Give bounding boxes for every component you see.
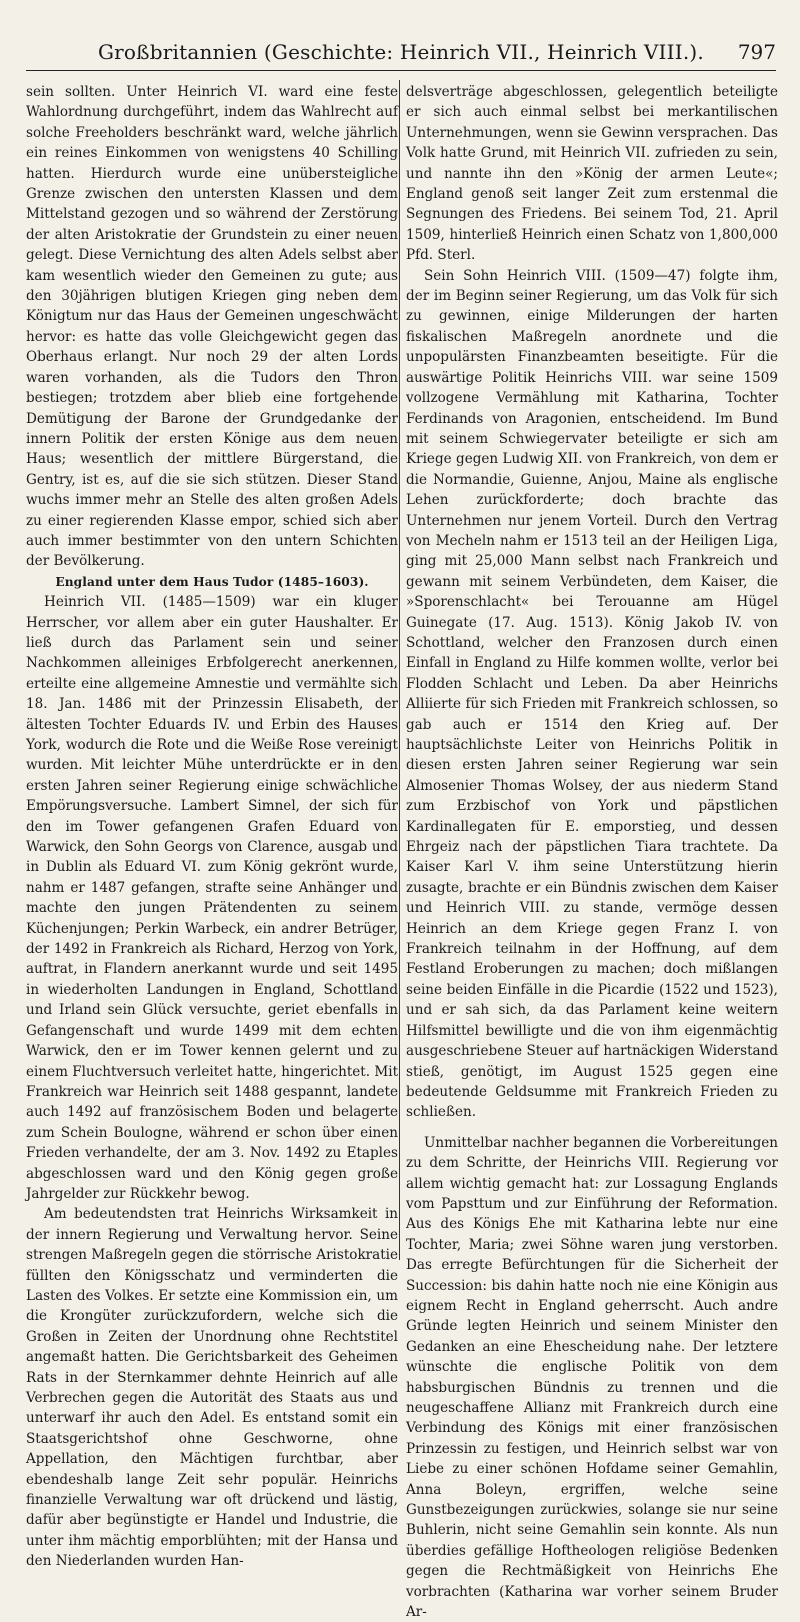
paragraph: Heinrich VII. (1485—1509) war ein kluger Herrscher, vor allem aber ein guter Haushalter. Er ließ durch das Parlament sein und seiner Nachkommen alleiniges Erbfolgerecht anerkennen, erteilte eine allgemeine Amnestie und vermählte sich 18. Jan. 1486 mit der Prinzessin Elisabeth, der ältesten Tochter Eduards IV. und Erbin des Hauses York, wodurch die Rote und die Weiße Rose vereinigt wurden. Mit leichter Mühe unterdrückte er in den ersten Jahren seiner Regierung einige schwächliche Empörungsversuche. Lambert Simnel, der sich für den im Tower gefangenen Grafen Eduard von Warwick, den Sohn Georgs von Clarence, ausgab und in Dublin als Eduard VI. zum König gekrönt wurde, nahm er 1487 gefangen, strafte seine Anhänger und machte den jungen Prätendenten zu seinem Küchenjungen; Perkin Warbeck, ein andrer Betrüger, der 1492 in Frankreich als Richard, Herzog von York, auftrat, in Flandern anerkannt wurde und seit 1495 in wiederholten Landungen in England, Schottland und Irland sein Glück versuchte, geriet ebenfalls in Gefangenschaft und wurde 1499 mit dem echten Warwick, den er im Tower kennen gelernt und zu einem Fluchtversuch verleitet hatte, hingerichtet. Mit Frankreich war Heinrich seit 1488 gespannt, landete auch 1492 auf französischem Boden und belagerte zum Schein Boulogne, während er schon über einen Frieden verhandelte, der am 3. Nov. 1492 zu Etaples abgeschlossen ward und den König gegen große Jahrgelder zur Rückkehr bewog. [26, 594, 399, 1202]
page-header [26, 38, 776, 71]
page-number: 797 [737, 40, 776, 64]
paragraph: delsverträge abgeschlossen, gelegentlich beteiligte er sich auch einmal selbst bei merkantilischen Unternehmungen, wenn sie Gewinn versprachen. Das Volk hatte Grund, mit Heinrich VII. zufrieden zu sein, und nannte ihn den »König der armen Leute«; England genoß seit langer Zeit zum erstenmal die Segnungen des Friedens. Bei seinem Tod, 21. April 1509, hinterließ Heinrich einen Schatz von 1,800,000 Pfd. Sterl. [406, 84, 778, 264]
paragraph: sein sollten. Unter Heinrich VI. ward eine feste Wahlordnung durchgeführt, indem das Wahlrecht auf solche Freeholders beschränkt ward, welche jährlich ein reines Einkommen von wenigstens 40 Schilling hatten. Hierdurch wurde eine unübersteigliche Grenze zwischen den untersten Klassen und dem Mittelstand gezogen und so während der Zerstörung der alten Aristokratie der Grundstein zu einer neuen gelegt. Diese Vernichtung des alten Adels selbst aber kam wesentlich wieder den Gemeinen zu gute; aus den 30jährigen blutigen Kriegen ging neben dem Königtum nur das Haus der Gemeinen ungeschwächt hervor: es hatte das volle Gleichgewicht gegen das Oberhaus erlangt. Nur noch 29 der alten Lords waren vorhanden, als die Tudors den Thron bestiegen; trotzdem aber blieb eine fortgehende Demütigung der Barone der Grundgedanke der innern Politik der ersten Könige aus dem neuen Haus; wesentlich der mittlere Bürgerstand, die Gentry, ist es, auf die sie sich stützen. Dieser Stand wuchs immer mehr an Stelle des alten großen Adels zu einer regierenden Klasse empor, schied sich aber auch immer bestimmter von den untern Schichten der Bevölkerung. [26, 84, 398, 570]
section-heading: England unter dem Haus Tudor (1485–1603). [55, 574, 369, 589]
running-title: Großbritannien (Geschichte: Heinrich VII., Heinrich VIII.). [98, 40, 704, 64]
right-column [406, 82, 778, 1622]
paragraph: Sein Sohn Heinrich VIII. (1509—47) folgte ihm, der im Beginn seiner Regierung, um das Volk für sich zu gewinnen, einige Milderungen der harten fiskalischen Maßregeln anordnete und die unpopulärsten Finanzbeamten beseitigte. Für die auswärtige Politik Heinrichs VIII. war seine 1509 vollzogene Vermählung mit Katharina, Tochter Ferdinands von Aragonien, entscheidend. Im Bund mit seinem Schwiegervater beteiligte er sich am Kriege gegen Ludwig XII. von Frankreich, von dem er die Normandie, Guienne, Anjou, Maine als englische Lehen zurückforderte; doch brachte das Unternehmen nur jenem Vorteil. Durch den Vertrag von Mecheln nahm er 1513 teil an der Heiligen Liga, ging mit 25,000 Mann selbst nach Frankreich und gewann mit seinem Verbündeten, dem Kaiser, die »Sporenschlacht« bei Terouanne am Hügel Guinegate (17. Aug. 1513). König Jakob IV. von Schottland, welcher den Franzosen durch einen Einfall in England zu Hilfe kommen wollte, verlor bei Flodden Schlacht und Leben. Da aber Heinrichs Alliierte für sich Frieden mit Frankreich schlossen, so gab auch er 1514 den Krieg auf. Der hauptsächlichste Leiter von Heinrichs Politik in diesen ersten Jahren seiner Regierung war sein Almosenier Thomas Wolsey, der aus niederm Stand zum Erzbischof von York und päpstlichen Kardinallegaten für E. emporstieg, und dessen Ehrgeiz nach der päpstlichen Tiara trachtete. Da Kaiser Karl V. ihm seine Unterstützung hierin zusagte, brachte er ein Bündnis zwischen dem Kaiser und Heinrich VIII. zu stande, vermöge dessen Heinrich an dem Kriege gegen Franz I. von Frankreich teilnahm in der Hoffnung, auf dem Festland Eroberungen zu machen; doch mißlangen seine beiden Einfälle in die Picardie (1522 und 1523), und er sah sich, da das Parlament keine weitern Hilfsmittel bewilligte und die von ihm eigenmächtig ausgeschriebene Steuer auf hartnäckigen Widerstand stieß, genötigt, im August 1525 gegen eine bedeutende Geldsumme mit Frankreich Frieden zu schließen. [406, 267, 778, 1121]
left-column [26, 82, 398, 1572]
paragraph: Am bedeutendsten trat Heinrichs Wirksamkeit in der innern Regierung und Verwaltung hervor. Seine strengen Maßregeln gegen die störrische Aristokratie füllten den Königsschatz und verminderten die Lasten des Volkes. Er setzte eine Kommission ein, um die Krongüter zurückzufordern, welche sich die Großen in Zeiten der Unordnung ohne Rechtstitel angemaßt hatten. Die Gerichtsbarkeit des Geheimen Rats in der Sternkammer dehnte Heinrich auf alle Verbrechen gegen die Autorität des Staats aus und unterwarf ihr auch den Adel. Es entstand somit ein Staatsgerichtshof ohne Geschworne, ohne Appellation, den Mächtigen furchtbar, aber ebendeshalb lange Zeit sehr populär. Heinrichs finanzielle Verwaltung war oft drückend und lästig, dafür aber begünstigte er Handel und Industrie, die unter ihm mächtig emporblühten; mit der Hansa und den Niederlanden wurden Han- [26, 1206, 398, 1570]
paragraph: Unmittelbar nachher begannen die Vorbereitungen zu dem Schritte, der Heinrichs VIII. Regierung vor allem wichtig gemacht hat: zur Lossagung Englands vom Papsttum und zur Einführung der Reformation. Aus des Königs Ehe mit Katharina lebte nur eine Tochter, Maria; zwei Söhne waren jung verstorben. Das erregte Befürchtungen für die Sicherheit der Succession: bis dahin hatte noch nie eine Königin aus eignem Recht in England geherrscht. Auch andre Gründe legten Heinrich und seinem Minister den Gedanken an eine Ehescheidung nahe. Der letztere wünschte die englische Politik von dem habsburgischen Bündnis zu trennen und die neugeschaffene Allianz mit Frankreich durch eine Verbindung des Königs mit einer französischen Prinzessin zu festigen, und Heinrich selbst war von Liebe zu einer schönen Hofdame seiner Gemahlin, Anna Boleyn, ergriffen, welche seine Gunstbezeigungen zurückwies, solange sie nur seine Buhlerin, nicht seine Gemahlin sein konnte. Als nun überdies gefällige Hoftheologen religiöse Bedenken gegen die Rechtmäßigkeit von Heinrichs Ehe vorbrachten (Katharina war vorher seinem Bruder Ar- [406, 1134, 778, 1621]
column-divider [399, 80, 400, 1260]
